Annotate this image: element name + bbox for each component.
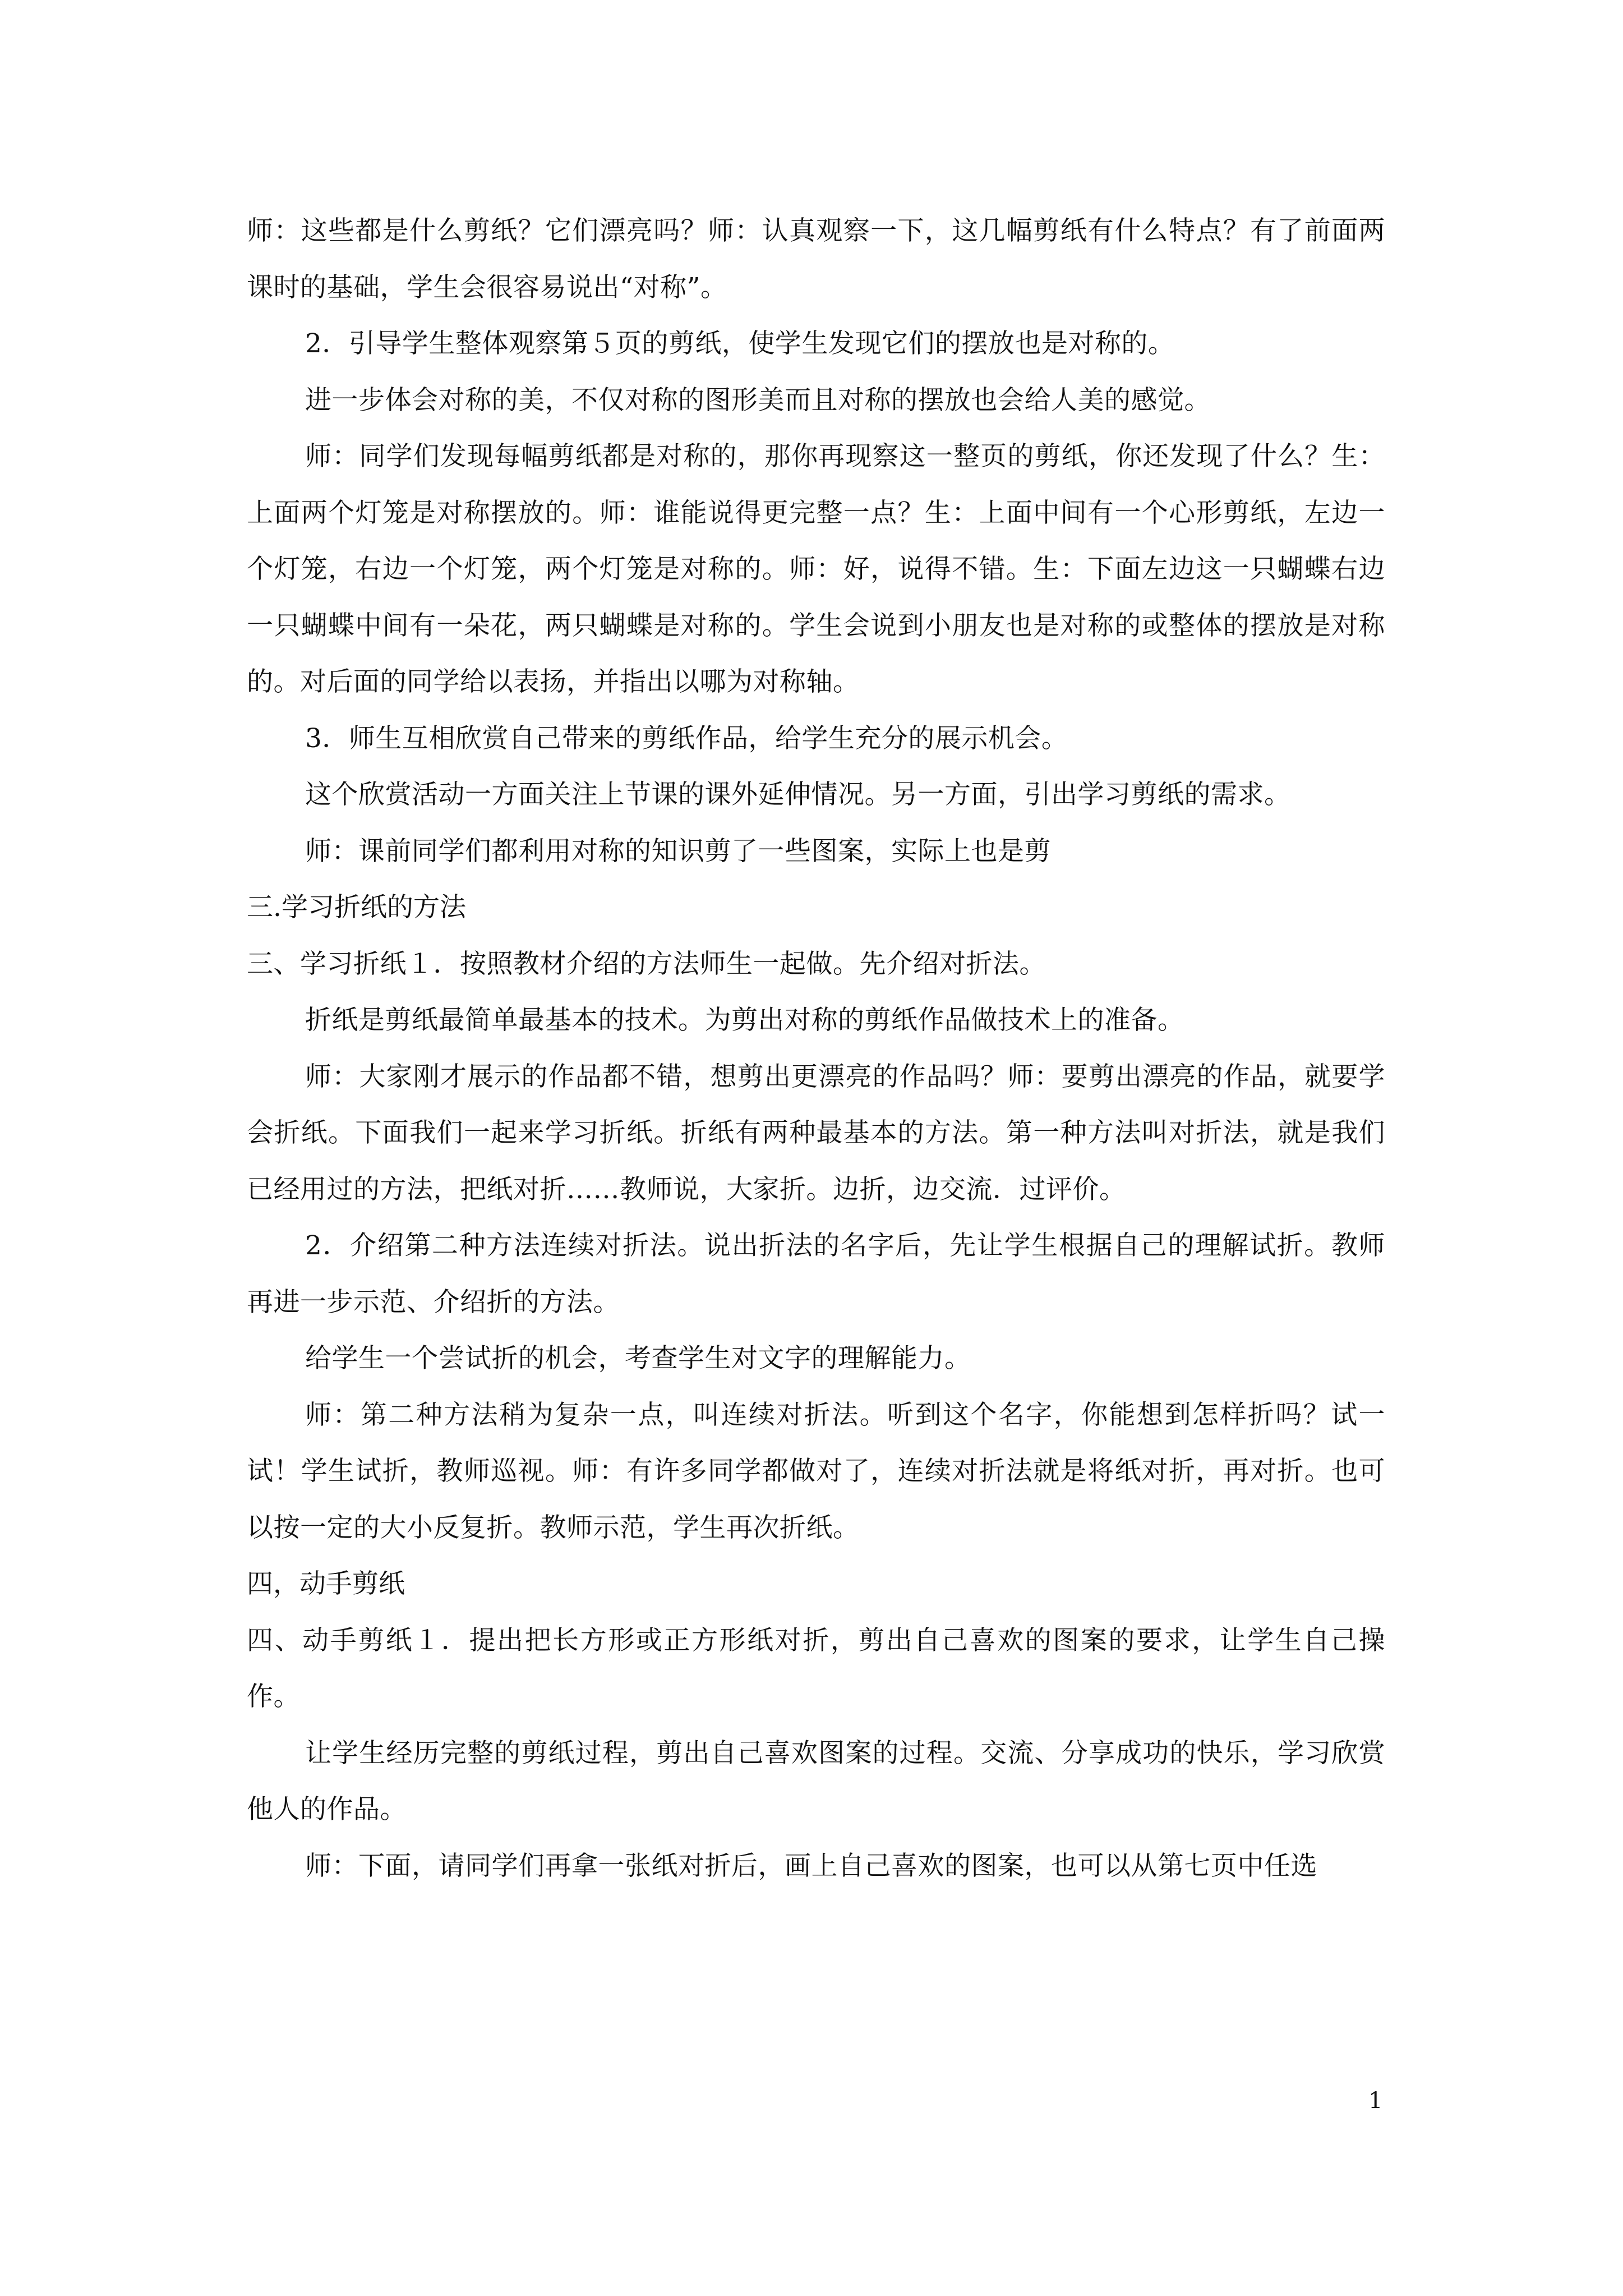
paragraph-16: 四、动手剪纸１．提出把长方形或正方形纸对折，剪出自己喜欢的图案的要求，让学生自己操作。 <box>247 1625 1385 1712</box>
paragraph-11: 师：大家刚才展示的作品都不错，想剪出更漂亮的作品吗？师：要剪出漂亮的作品，就要学会折纸。下面我们一起来学习折纸。折纸有两种最基本的方法。第一种方法叫对折法，就是我们已经用过的方法，把纸对折……教师说，大家折。边折，边交流．过评价。 <box>247 1061 1385 1205</box>
paragraph-10: 折纸是剪纸最简单最基本的技术。为剪出对称的剪纸作品做技术上的准备。 <box>305 1005 1184 1036</box>
section-heading-4: 四，动手剪纸 <box>247 1568 405 1599</box>
paragraph-9: 三、学习折纸１．按照教材介绍的方法师生一起做。先介绍对折法。 <box>247 948 1046 979</box>
paragraph-1: 师：这些都是什么剪纸？它们漂亮吗？师：认真观察一下，这几幅剪纸有什么特点？有了前面两课时的基础，学生会很容易说出“对称”。 <box>247 215 1385 303</box>
paragraph-13: 给学生一个尝试折的机会，考查学生对文字的理解能力。 <box>305 1343 971 1374</box>
paragraph-2: 2．引导学生整体观察第５页的剪纸，使学生发现它们的摆放也是对称的。 <box>305 328 1175 359</box>
page-number: 1 <box>1368 2088 1383 2114</box>
section-heading-3: 三.学习折纸的方法 <box>247 892 466 923</box>
document-body <box>247 203 1385 1894</box>
paragraph-18: 师：下面，请同学们再拿一张纸对折后，画上自己喜欢的图案，也可以从第七页中任选 <box>305 1850 1317 1881</box>
paragraph-5: 3．师生互相欣赏自己带来的剪纸作品，给学生充分的展示机会。 <box>305 723 1068 754</box>
paragraph-4: 师：同学们发现每幅剪纸都是对称的，那你再现察这一整页的剪纸，你还发现了什么？生：上面两个灯笼是对称摆放的。师：谁能说得更完整一点？生：上面中间有一个心形剪纸，左边一个灯笼，右边一个灯笼，两个灯笼是对称的。师：好，说得不错。生：下面左边这一只蝴蝶右边一只蝴蝶中间有一朵花，两只蝴蝶是对称的。学生会说到小朋友也是对称的或整体的摆放是对称的。对后面的同学给以表扬，并指出以哪为对称轴。 <box>247 441 1385 697</box>
paragraph-6: 这个欣赏活动一方面关注上节课的课外延伸情况。另一方面，引出学习剪纸的需求。 <box>305 779 1291 810</box>
paragraph-7: 师：课前同学们都利用对称的知识剪了一些图案，实际上也是剪 <box>305 835 1051 867</box>
paragraph-12: 2．介绍第二种方法连续对折法。说出折法的名字后，先让学生根据自己的理解试折。教师再进一步示范、介绍折的方法。 <box>247 1230 1385 1318</box>
paragraph-3: 进一步体会对称的美，不仅对称的图形美而且对称的摆放也会给人美的感觉。 <box>305 384 1211 416</box>
paragraph-17: 让学生经历完整的剪纸过程，剪出自己喜欢图案的过程。交流、分享成功的快乐，学习欣赏他人的作品。 <box>247 1737 1385 1825</box>
paragraph-14: 师：第二种方法稍为复杂一点，叫连续对折法。听到这个名字，你能想到怎样折吗？试一试！学生试折，教师巡视。师：有许多同学都做对了，连续对折法就是将纸对折，再对折。也可以按一定的大小反复折。教师示范，学生再次折纸。 <box>247 1399 1385 1543</box>
